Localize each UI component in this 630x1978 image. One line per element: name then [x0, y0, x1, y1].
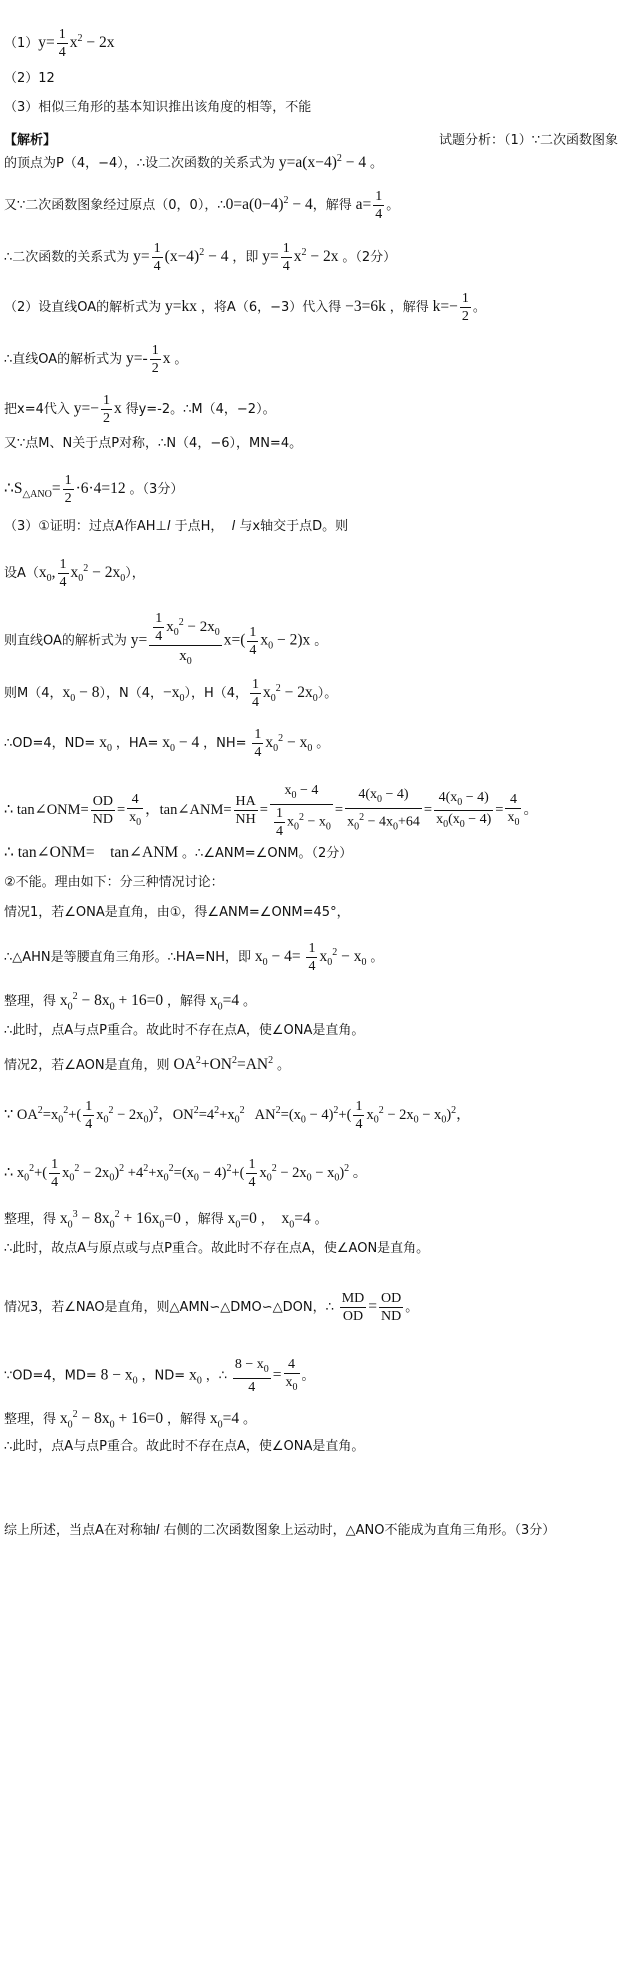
step-point-m: 把x=4代入 y=− $\frac{1}{2}$ x 得y=-2。∴M（4，−2）。 — [4, 393, 276, 426]
case-1-conclusion: ∴此时，点A与点P重合。故此时不存在点A，使∠ONA是直角。 — [4, 1023, 365, 1038]
step-line-oa: （2）设直线OA的解析式为 y=kx ，将A（6，−3）代入得 −3=6k ，解得 k=− $\frac{1}{2}$ 。 — [4, 291, 486, 324]
case-3-conclusion: ∴此时，点A与点P重合。故此时不存在点A，使∠ONA是直角。 — [4, 1439, 365, 1454]
final-conclusion: 综上所述，当点A在对称轴l 右侧的二次函数图象上运动时，△ANO不能成为直角三角形。（3分） — [4, 1523, 556, 1538]
case-3-solve: 整理，得 $x_0^2 - 8x_0 + 16=0$ ，解得 $x_0=4$ 。 — [4, 1409, 257, 1431]
answer-2: （2）12 — [4, 71, 55, 86]
case-1-solve: 整理，得 $x_0^2 - 8x_0 + 16=0$ ，解得 $x_0=4$ 。 — [4, 991, 257, 1013]
step-vertex: 的顶点为P（4，−4），∴设二次函数的关系式为 $y=a(x-4)^2 - 4$ 。 — [4, 153, 383, 172]
case-1: 情况1，若∠ONA是直角，由①，得∠ANM=∠ONM=45°， — [4, 905, 350, 920]
case-1-isosceles: ∴△AHN是等腰直角三角形。∴HA=NH，即 $x_0 - 4=$ $\frac{1}{4}$ $x_0^2 - x_0$ 。 — [4, 941, 384, 974]
step-area: $\therefore S_{\triangle ANO}=$ $\frac{1}{2}$ ·6·4=12 。（3分） — [4, 473, 184, 506]
step-angle-equal: ∴ tan∠ONM= tan∠ANM 。∴∠ANM=∠ONM。（2分） — [4, 844, 353, 861]
step-origin: 又∵二次函数图象经过原点（0，0），$\therefore 0=a(0-4)^2 - 4$，解得 a= $\frac{1}{4}$ 。 — [4, 189, 400, 222]
case-3-lengths: ∵OD=4，$MD= 8 - x_0$ ，$ND= x_0$ ，∴ $\frac{8 - x_0}{4}$ = $\frac{4}{x_0}$ 。 — [4, 1357, 315, 1395]
step-proof-intro: （3）①证明：过点A作AH⊥l 于点H， l 与x轴交于点D。则 — [4, 519, 349, 534]
analysis-heading: 【解析】 试题分析：（1）∵二次函数图象 — [4, 133, 618, 148]
step-lengths: ∴OD=4，$ND= x_0$ ，$HA= x_0 - 4$ ，NH= $\frac{1}{4}$ $x_0^2 - x_0$ 。 — [4, 727, 330, 760]
answer-3: （3）相似三角形的基本知识推出该角度的相等，不能 — [4, 100, 312, 115]
step-set-a: 设$A(x_0$, $\frac{1}{4}$ $x_0^2 - 2x_0$）， — [4, 557, 145, 590]
case-2: 情况2，若∠AON是直角，则 $OA^2+ON^2=AN^2$ 。 — [4, 1055, 290, 1074]
answer-1: （1）y= $\frac{1}{4}$ $x^2 - 2x$ — [4, 27, 115, 60]
step-cannot: ②不能。理由如下：分三种情况讨论： — [4, 875, 224, 890]
case-2-squares: ∵ $OA^2=x_0^2+$( $\frac{1}{4}$ $x_0^2 - 2x_0)^2$，$ON^2=4^2+x_0^2$ $AN^2=(x_0 - 4)^2+$( $\frac{1}{4}$ $x_0^2 - 2x_0 - x_0)^2$， — [4, 1099, 471, 1132]
step-oa-result: ∴直线OA的解析式为 y=- $\frac{1}{2}$ x 。 — [4, 343, 188, 376]
step-function: ∴二次函数的关系式为 y= $\frac{1}{4}$ $(x-4)^2 - 4$ ，即 y= $\frac{1}{4}$ $x^2 - 2x$ 。（2分） — [4, 241, 397, 274]
step-tangent: ∴ tan∠ONM= $\frac{OD}{ND}$ = $\frac{4}{x_0}$ ，tan∠ANM= $\frac{HA}{NH}$ = $x_0 - 4$ $\frac{1}{4}$ $x_0^2 - x_0$ = $\frac{4(x_0 - 4)}{x_0^2 - 4x_0+64}$ = $\frac{4(x_0 - 4)}{x_0(x_0 - 4)}$ = $\frac{4}{x_0}$ 。 — [4, 783, 538, 839]
step-oa-general: 则直线OA的解析式为 y= $\frac{1}{4}$ $x_0^2 - 2x_0$ $x_0$ x=( $\frac{1}{4}$ $x_0 - 2)x$ 。 — [4, 611, 328, 667]
case-2-conclusion: ∴此时，故点A与原点或与点P重合。故此时不存在点A，使∠AON是直角。 — [4, 1241, 430, 1256]
case-2-equation: ∴ $x_0^2+$( $\frac{1}{4}$ $x_0^2 - 2x_0)^2 +4^2+x_0^2=(x_0 - 4)^2+$( $\frac{1}{4}$ $x_0^2 - 2x_0 - x_0)^2$ 。 — [4, 1157, 368, 1190]
step-mnh-coords: 则M（4，$x_0 - 8$），N（4，$-x_0$），H（4， $\frac{1}{4}$ $x_0^2 - 2x_0$）。 — [4, 677, 338, 710]
case-2-solve: 整理，得 $x_0^3 - 8x_0^2 + 16x_0=0$ ，解得 $x_0=0$ ， $x_0=4$ 。 — [4, 1209, 328, 1231]
step-point-n: 又∵点M、N关于点P对称，∴N（4，−6），MN=4。 — [4, 436, 303, 451]
case-3: 情况3，若∠NAO是直角，则△AMN∽△DMO∽△DON，∴ $\frac{MD}{OD}$ = $\frac{OD}{ND}$ 。 — [4, 1291, 419, 1324]
